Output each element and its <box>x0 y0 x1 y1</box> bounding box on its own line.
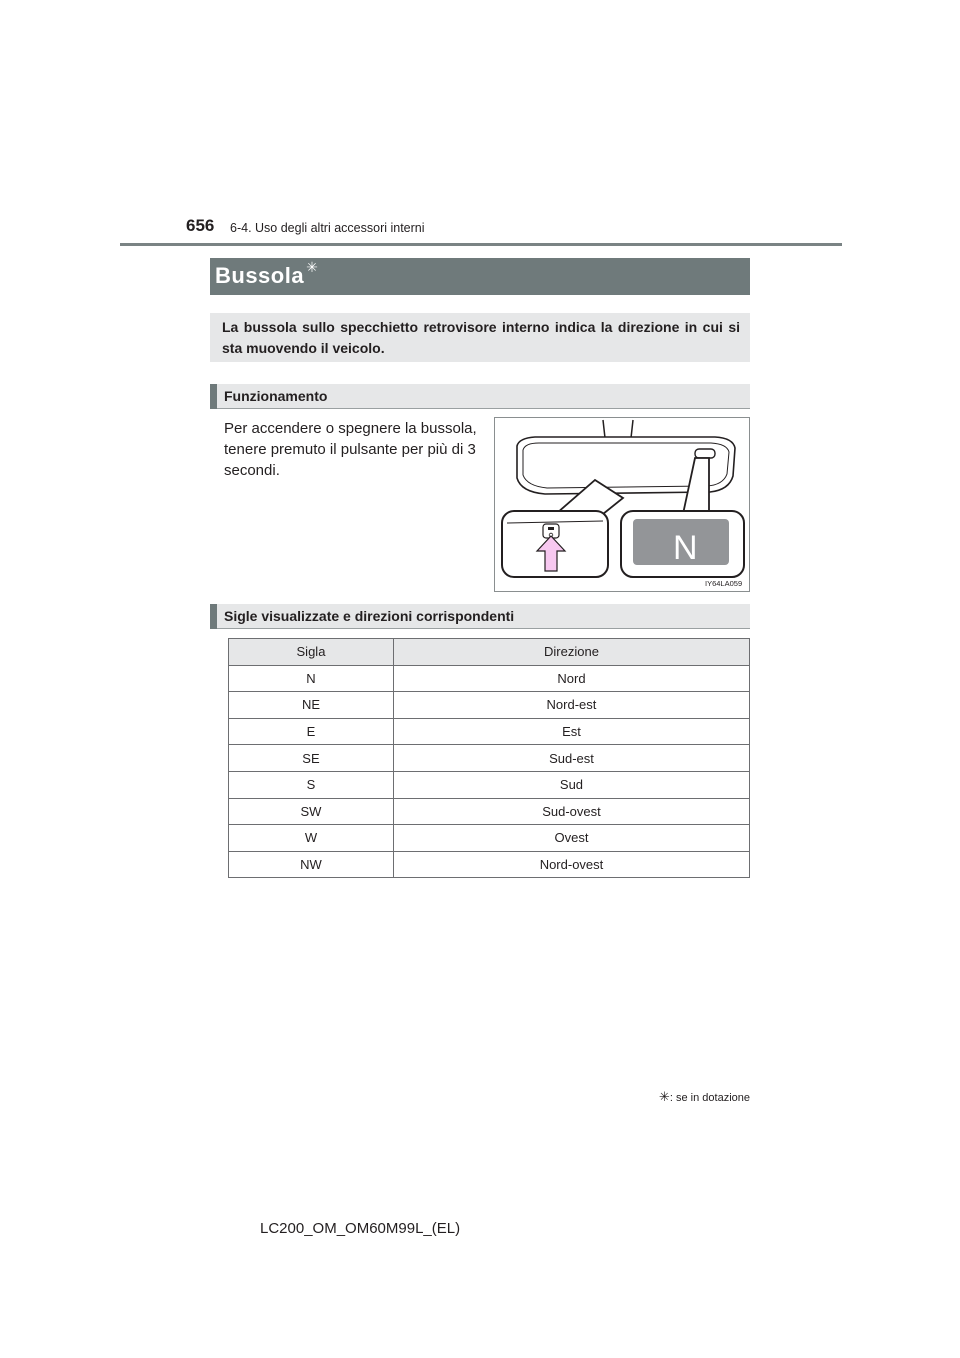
direction-cell: Sud-ovest <box>393 798 749 825</box>
direction-cell: Nord-est <box>393 692 749 719</box>
subheading-codes-text: Sigle visualizzate e direzioni corrispondenti <box>224 608 515 624</box>
table-row <box>229 851 750 878</box>
page-title-text: Bussola <box>215 263 305 288</box>
title-bar <box>210 258 750 295</box>
code-cell: NE <box>229 692 394 719</box>
subheading-operation <box>210 384 750 409</box>
figure-code: IY64LA059 <box>705 579 743 588</box>
page-number: 656 <box>186 216 215 235</box>
table-row <box>229 718 750 745</box>
code-cell: SE <box>229 745 394 772</box>
footnote <box>659 1089 750 1105</box>
compass-display-letter: N <box>673 529 698 567</box>
optional-marker-icon: ✳ <box>306 259 319 275</box>
direction-cell: Sud-est <box>393 745 749 772</box>
table-row <box>229 825 750 852</box>
footnote-text: : se in dotazione <box>669 1092 750 1104</box>
subheading-operation-text: Funzionamento <box>224 388 328 404</box>
column-header-code: Sigla <box>229 639 394 666</box>
footnote-marker-icon: ✳ <box>658 1089 670 1104</box>
code-cell: N <box>229 665 394 692</box>
code-cell: W <box>229 825 394 852</box>
table-row <box>229 771 750 798</box>
column-header-direction: Direzione <box>393 639 749 666</box>
table-header-row <box>229 639 750 666</box>
direction-cell: Sud <box>393 771 749 798</box>
direction-cell: Est <box>393 718 749 745</box>
direction-table <box>228 638 750 878</box>
code-cell: S <box>229 771 394 798</box>
direction-cell: Nord <box>393 665 749 692</box>
intro-text: La bussola sullo specchietto retrovisore interno indica la direzione in cui si sta muovendo il veicolo. <box>222 319 740 356</box>
table-row <box>229 692 750 719</box>
header-rule <box>120 243 842 246</box>
operation-text: Per accendere o spegnere la bussola, tenere premuto il pulsante per più di 3 secondi. <box>224 420 477 479</box>
mirror-diagram <box>495 418 749 591</box>
direction-cell: Nord-ovest <box>393 851 749 878</box>
table-row <box>229 665 750 692</box>
page-title <box>215 259 319 289</box>
document-code: LC200_OM_OM60M99L_(EL) <box>260 1220 461 1237</box>
table-row <box>229 745 750 772</box>
subheading-codes <box>210 604 750 629</box>
mirror-illustration <box>494 417 750 592</box>
section-path: 6-4. Uso degli altri accessori interni <box>230 221 425 235</box>
code-cell: NW <box>229 851 394 878</box>
intro-box <box>210 313 750 362</box>
code-cell: SW <box>229 798 394 825</box>
direction-cell: Ovest <box>393 825 749 852</box>
code-cell: E <box>229 718 394 745</box>
table-row <box>229 798 750 825</box>
